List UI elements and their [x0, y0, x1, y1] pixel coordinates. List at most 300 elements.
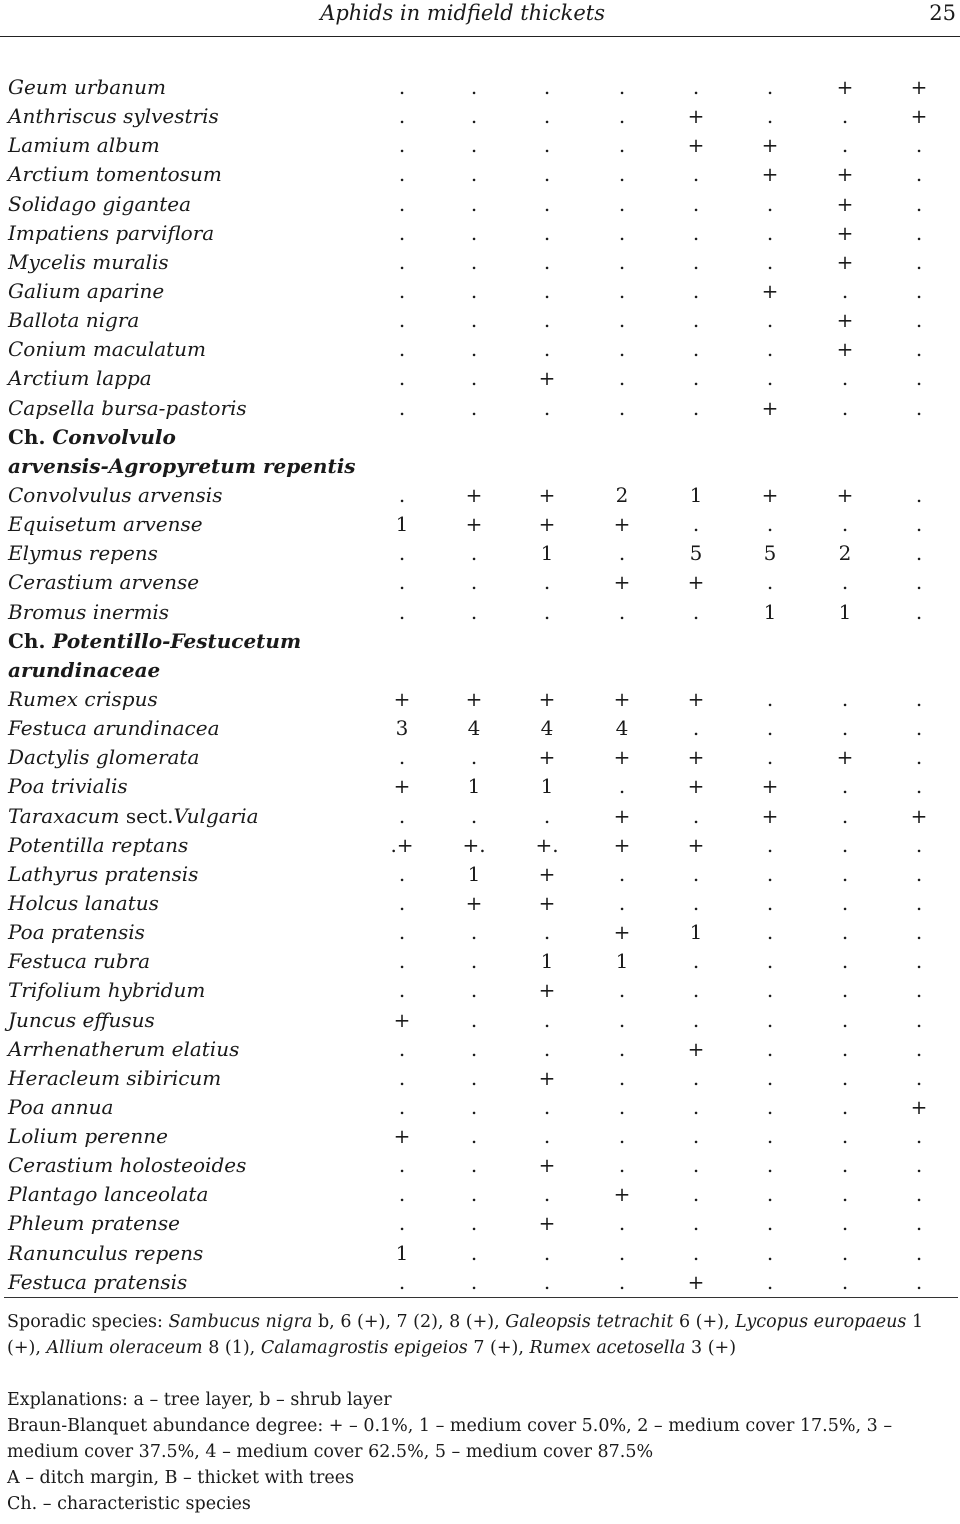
abundance-cell: . [692, 1182, 700, 1207]
abundance-cell: . [398, 191, 406, 216]
table-row [0, 248, 960, 277]
abundance-cell: . [398, 395, 406, 420]
abundance-cell: . [766, 1124, 774, 1149]
species-name [8, 1064, 221, 1093]
abundance-cell: . [841, 1094, 849, 1119]
abundance-cell: + [538, 890, 556, 915]
abundance-cell: + [761, 482, 779, 507]
abundance-cell: + [538, 861, 556, 886]
abundance-cell: . [543, 1124, 551, 1149]
abundance-cell: 1 [540, 774, 554, 799]
abundance-cell: + [910, 1094, 928, 1119]
abundance-cell: + [761, 162, 779, 187]
abundance-cell: . [470, 978, 478, 1003]
table-row [0, 1122, 960, 1151]
abundance-cell: . [543, 133, 551, 158]
abundance-cell: . [398, 1153, 406, 1178]
abundance-cell: +. [462, 832, 486, 857]
name-text: Convolvulo [45, 424, 176, 449]
abundance-cell: 1 [763, 599, 777, 624]
abundance-cell: . [618, 1094, 626, 1119]
abundance-cell: . [692, 308, 700, 333]
abundance-cell: . [766, 1182, 774, 1207]
abundance-cell: . [692, 978, 700, 1003]
abundance-cell: + [465, 482, 483, 507]
abundance-cell: . [618, 541, 626, 566]
table-row [0, 190, 960, 219]
abundance-cell: + [687, 104, 705, 129]
abundance-cell: . [470, 1153, 478, 1178]
abundance-cell: . [915, 278, 923, 303]
abundance-cell: 4 [615, 716, 629, 741]
abundance-cell: . [470, 1007, 478, 1032]
abundance-cell: . [618, 75, 626, 99]
abundance-cell: 5 [763, 541, 777, 566]
table-row [0, 889, 960, 918]
name-text: Solidago gigantea [8, 191, 192, 216]
species-name [8, 335, 206, 364]
species-name [8, 1239, 203, 1268]
species-name [8, 394, 247, 423]
table-row [0, 802, 960, 831]
species-name [8, 248, 169, 277]
abundance-cell: . [692, 249, 700, 274]
abundance-cell: . [766, 1094, 774, 1119]
abundance-cell: + [538, 512, 556, 537]
abundance-cell: . [618, 1153, 626, 1178]
species-name [8, 889, 159, 918]
name-text: Potentillo-Festucetum [45, 628, 302, 653]
abundance-cell: + [687, 570, 705, 595]
abundance-cell: + [538, 482, 556, 507]
species-name [8, 219, 214, 248]
species-name [8, 1268, 187, 1297]
abundance-cell: . [470, 366, 478, 391]
abundance-cell: . [618, 1007, 626, 1032]
abundance-cell: + [761, 774, 779, 799]
abundance-cell: . [915, 541, 923, 566]
abundance-cell: . [692, 191, 700, 216]
name-text: Rumex crispus [8, 686, 158, 711]
abundance-cell: 1 [395, 1240, 409, 1265]
abundance-cell: . [915, 162, 923, 187]
table-row [0, 1209, 960, 1238]
table-row [0, 598, 960, 627]
table-row [0, 102, 960, 131]
abundance-cell: + [613, 686, 631, 711]
table-row [0, 568, 960, 597]
name-text: Ranunculus repens [8, 1240, 204, 1265]
name-text: Arrhenatherum elatius [8, 1036, 240, 1061]
abundance-cell: . [766, 104, 774, 129]
abundance-cell: . [543, 278, 551, 303]
species-name [8, 1035, 239, 1064]
table-notes [7, 1309, 957, 1517]
name-text: Trifolium hybridum [8, 978, 206, 1003]
abundance-cell: . [398, 75, 406, 99]
abundance-cell: . [398, 1269, 406, 1294]
abundance-cell: + [538, 745, 556, 770]
name-text: Holcus lanatus [8, 890, 159, 915]
abundance-cell: . [543, 162, 551, 187]
abundance-cell: . [841, 1153, 849, 1178]
abundance-cell: . [470, 1094, 478, 1119]
abundance-cell: . [543, 1094, 551, 1119]
species-name [8, 1180, 208, 1209]
abundance-cell: + [613, 570, 631, 595]
characteristic-species-note: Ch. – characteristic species [7, 1494, 251, 1514]
abundance-cell: . [915, 570, 923, 595]
abundance-cell: . [692, 803, 700, 828]
table-row [0, 277, 960, 306]
abundance-cell: . [841, 978, 849, 1003]
abundance-cell: . [398, 482, 406, 507]
abundance-cell: . [766, 745, 774, 770]
page-number: 25 [929, 1, 956, 25]
sporadic-species-note [7, 1309, 957, 1361]
table-row [0, 860, 960, 889]
abundance-cell: 3 [395, 716, 409, 741]
name-text: Taraxacum [8, 803, 126, 828]
abundance-cell: . [398, 1211, 406, 1236]
abundance-cell: . [398, 1182, 406, 1207]
abundance-cell: . [692, 366, 700, 391]
abundance-cell: .+ [390, 832, 414, 857]
abundance-cell: . [841, 1036, 849, 1061]
abundance-cell: + [393, 686, 411, 711]
species-italic: Allium oleraceum [46, 1338, 203, 1358]
abundance-cell: . [618, 1269, 626, 1294]
abundance-cell: + [910, 803, 928, 828]
abundance-cell: + [761, 803, 779, 828]
abundance-cell: . [692, 861, 700, 886]
abundance-cell: . [398, 1065, 406, 1090]
abundance-cell: . [766, 890, 774, 915]
abundance-cell: . [766, 1240, 774, 1265]
name-text: Bromus inermis [8, 599, 170, 624]
abundance-cell: . [841, 920, 849, 945]
abundance-cell: . [841, 949, 849, 974]
abundance-cell: . [618, 249, 626, 274]
abundance-cell: . [543, 1007, 551, 1032]
abundance-cell: . [915, 920, 923, 945]
species-name [8, 306, 139, 335]
abundance-cell: + [687, 745, 705, 770]
name-text: Convolvulus arvensis [8, 482, 223, 507]
note-text: Sporadic species: [7, 1312, 169, 1332]
syntaxon-header-row [0, 423, 960, 452]
abundance-cell: . [398, 978, 406, 1003]
abundance-cell: . [841, 803, 849, 828]
abundance-cell: . [692, 1124, 700, 1149]
abundance-cell: + [393, 1124, 411, 1149]
abundance-cell: . [618, 890, 626, 915]
abundance-cell: . [915, 482, 923, 507]
species-name [8, 364, 152, 393]
abundance-cell: . [841, 1007, 849, 1032]
abundance-cell: + [613, 1182, 631, 1207]
rank-abbrev: sect. [125, 803, 174, 828]
abundance-cell: . [692, 890, 700, 915]
abundance-cell: . [692, 716, 700, 741]
abundance-cell: . [398, 541, 406, 566]
abundance-cell: . [618, 861, 626, 886]
species-italic: Calamagrostis epigeios [260, 1338, 468, 1358]
species-name [8, 802, 259, 831]
species-name [8, 860, 198, 889]
abundance-cell: + [393, 774, 411, 799]
abundance-cell: . [915, 890, 923, 915]
table-bottom-rule [4, 1297, 958, 1298]
abundance-cell: + [613, 745, 631, 770]
abundance-cell: . [766, 861, 774, 886]
abundance-cell: . [618, 162, 626, 187]
abundance-cell: . [766, 366, 774, 391]
abundance-cell: . [915, 191, 923, 216]
name-text: Arctium lappa [8, 366, 152, 391]
species-name [8, 1151, 246, 1180]
abundance-cell: . [841, 1269, 849, 1294]
abundance-cell: . [841, 366, 849, 391]
abundance-cell: + [836, 162, 854, 187]
abundance-cell: 1 [467, 861, 481, 886]
abundance-cell: 4 [540, 716, 554, 741]
abundance-cell: . [543, 1269, 551, 1294]
species-name [8, 831, 188, 860]
abundance-cell: . [470, 745, 478, 770]
abundance-cell: . [470, 191, 478, 216]
species-italic: Galeopsis tetrachit [505, 1312, 674, 1332]
abundance-cell: . [841, 890, 849, 915]
abundance-cell: . [618, 774, 626, 799]
abundance-cell: . [766, 337, 774, 362]
table-row [0, 1268, 960, 1297]
abundance-cell: . [543, 599, 551, 624]
abundance-cell: 1 [615, 949, 629, 974]
table-row [0, 772, 960, 801]
name-text: Galium aparine [8, 278, 165, 303]
name-text: Poa pratensis [8, 920, 145, 945]
site-legend-note: A – ditch margin, B – thicket with trees [7, 1468, 355, 1488]
abundance-cell: . [692, 278, 700, 303]
abundance-cell: . [766, 716, 774, 741]
note-text: 3 (+) [685, 1338, 737, 1358]
abundance-cell: . [841, 686, 849, 711]
abundance-cell: . [470, 278, 478, 303]
abundance-cell: . [841, 1065, 849, 1090]
abundance-cell: . [692, 1065, 700, 1090]
abundance-cell: . [915, 686, 923, 711]
abundance-cell: . [618, 104, 626, 129]
abundance-cell: . [470, 1211, 478, 1236]
abundance-cell: + [465, 890, 483, 915]
abundance-cell: . [398, 308, 406, 333]
abundance-cell: 1 [689, 482, 703, 507]
table-row [0, 1064, 960, 1093]
abundance-cell: . [398, 220, 406, 245]
name-text: Heracleum sibiricum [8, 1065, 222, 1090]
abundance-cell: . [692, 949, 700, 974]
abundance-cell: . [841, 1211, 849, 1236]
abundance-cell: +. [535, 832, 559, 857]
abundance-cell: . [398, 1036, 406, 1061]
table-row [0, 1006, 960, 1035]
abundance-cell: . [398, 278, 406, 303]
abundance-cell: + [465, 512, 483, 537]
abundance-cell: . [543, 191, 551, 216]
running-header [0, 0, 960, 37]
abundance-cell: . [543, 104, 551, 129]
abundance-cell: . [841, 133, 849, 158]
abundance-cell: + [465, 686, 483, 711]
abundance-cell: . [915, 220, 923, 245]
table-row [0, 481, 960, 510]
abundance-cell: . [841, 832, 849, 857]
abundance-cell: . [398, 861, 406, 886]
abundance-cell: . [470, 133, 478, 158]
species-name [8, 131, 160, 160]
abundance-cell: . [543, 1036, 551, 1061]
abundance-cell: . [618, 220, 626, 245]
abundance-cell: . [915, 745, 923, 770]
name-text-2: Vulgaria [173, 803, 259, 828]
abundance-cell: . [766, 75, 774, 99]
note-text: 7 (+), [467, 1338, 530, 1358]
abundance-cell: . [766, 920, 774, 945]
abundance-cell: 2 [838, 541, 852, 566]
table-row [0, 131, 960, 160]
abundance-cell: . [398, 599, 406, 624]
abundance-cell: . [915, 1211, 923, 1236]
abundance-cell: . [692, 1153, 700, 1178]
abundance-cell: . [543, 220, 551, 245]
abundance-cell: . [915, 1182, 923, 1207]
species-name [8, 743, 199, 772]
abundance-cell: . [543, 337, 551, 362]
table-row [0, 510, 960, 539]
abundance-cell: . [470, 337, 478, 362]
abundance-cell: + [538, 686, 556, 711]
abundance-cell: . [543, 1182, 551, 1207]
abundance-cell: + [761, 133, 779, 158]
explanations-note: Explanations: a – tree layer, b – shrub layer [7, 1390, 392, 1410]
abundance-cell: . [841, 1182, 849, 1207]
species-name [8, 277, 164, 306]
abundance-cell: . [915, 774, 923, 799]
abundance-cell: . [398, 104, 406, 129]
abundance-cell: . [841, 716, 849, 741]
abundance-cell: + [836, 249, 854, 274]
abundance-cell: . [470, 220, 478, 245]
name-text: Lolium perenne [8, 1124, 168, 1149]
abundance-cell: + [836, 482, 854, 507]
abundance-cell: . [470, 949, 478, 974]
abundance-cell: . [543, 395, 551, 420]
species-name [8, 714, 220, 743]
abundance-cell: + [613, 803, 631, 828]
species-name [8, 481, 222, 510]
note-text: 6 (+), [673, 1312, 736, 1332]
abundance-cell: + [538, 978, 556, 1003]
species-name [8, 918, 145, 947]
name-text: Festuca arundinacea [8, 716, 220, 741]
abundance-cell: . [915, 1269, 923, 1294]
species-name [8, 947, 150, 976]
abundance-cell: . [618, 1240, 626, 1265]
abundance-cell: + [836, 191, 854, 216]
abundance-cell: . [915, 249, 923, 274]
abundance-cell: . [398, 803, 406, 828]
name-text: Capsella bursa-pastoris [8, 395, 247, 420]
name-text: Potentilla reptans [8, 832, 189, 857]
abundance-cell: + [687, 686, 705, 711]
abundance-cell: . [692, 512, 700, 537]
abundance-cell: . [766, 1007, 774, 1032]
abundance-cell: . [766, 1036, 774, 1061]
abundance-cell: . [543, 570, 551, 595]
abundance-cell: . [543, 1240, 551, 1265]
species-name [8, 685, 158, 714]
table-row [0, 947, 960, 976]
abundance-cell: . [766, 949, 774, 974]
abundance-cell: + [538, 1065, 556, 1090]
table-row [0, 539, 960, 568]
abundance-cell: . [398, 745, 406, 770]
abundance-cell: . [915, 832, 923, 857]
abundance-cell: + [613, 920, 631, 945]
abundance-cell: . [915, 1240, 923, 1265]
abundance-cell: . [915, 1153, 923, 1178]
abundance-cell: . [915, 512, 923, 537]
abundance-cell: 1 [395, 512, 409, 537]
abundance-cell: . [841, 570, 849, 595]
species-italic: Lycopus europaeus [735, 1312, 907, 1332]
abundance-cell: . [766, 832, 774, 857]
species-name [8, 976, 205, 1005]
table-row [0, 714, 960, 743]
abundance-cell: . [841, 395, 849, 420]
abundance-cell: . [692, 395, 700, 420]
abundance-cell: + [687, 133, 705, 158]
abundance-cell: . [915, 599, 923, 624]
abundance-cell: . [618, 599, 626, 624]
abundance-cell: + [761, 395, 779, 420]
ch-prefix: Ch. [8, 424, 46, 449]
abundance-cell: . [618, 1211, 626, 1236]
abundance-cell: + [910, 75, 928, 99]
name-text: Juncus effusus [8, 1007, 155, 1032]
abundance-cell: . [470, 920, 478, 945]
name-text: Mycelis muralis [8, 249, 169, 274]
abundance-cell: . [841, 774, 849, 799]
abundance-cell: . [470, 1269, 478, 1294]
syntaxon-name [8, 627, 301, 656]
abundance-cell: . [915, 395, 923, 420]
abundance-cell: . [470, 162, 478, 187]
syntaxon-name [8, 656, 160, 685]
abundance-cell: 2 [615, 482, 629, 507]
abundance-cell: . [470, 541, 478, 566]
abundance-cell: . [915, 716, 923, 741]
name-text: Poa trivialis [8, 774, 128, 799]
abundance-cell: . [470, 1036, 478, 1061]
abundance-cell: . [470, 395, 478, 420]
abundance-cell: . [618, 978, 626, 1003]
abundance-cell: . [543, 308, 551, 333]
abundance-cell: 1 [838, 599, 852, 624]
table-row [0, 394, 960, 423]
table-row [0, 743, 960, 772]
